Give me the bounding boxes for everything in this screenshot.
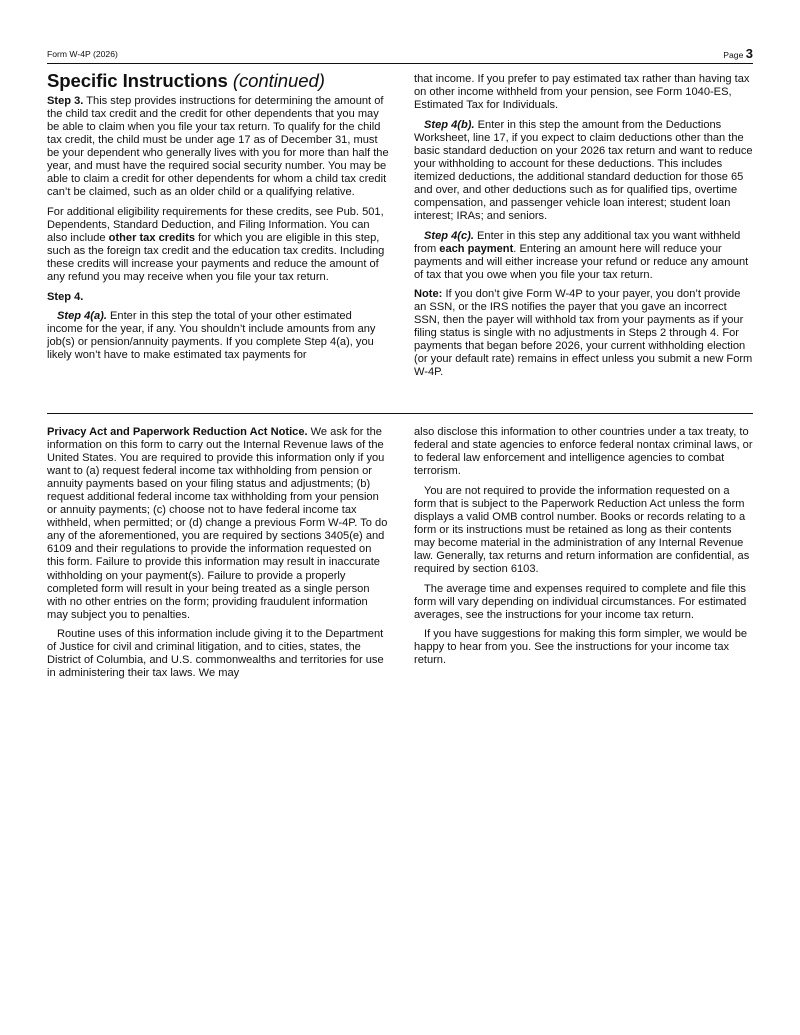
step4b-text: Enter in this step the amount from the Deductions Worksheet, line 17, if you expect to claim deductions other than the basic standard deduction on your 2026 tax return and want to reduce your withholding to account for these deductions. This includes itemized deductions, the additional standard deduction for those 65 and over, and other deductions such as for qualified tips, overtime compensation, and passenger vehicle loan interest; student loan interest; IRAs; and seniors.: [414, 118, 753, 222]
privacy-left-column: [47, 426, 389, 687]
eligibility-bold: other tax credits: [108, 231, 195, 244]
privacy-paragraph-5: If you have suggestions for making this form simpler, we would be happy to hear from you. See the instructions for your income tax return.: [414, 628, 748, 667]
page-label: Page: [723, 50, 744, 60]
eligibility-text-after: for which you are eligible in this step, such as the foreign tax credit and the education tax credits. Including these credits will increase your payments and reduce the amount of any refund you may receive when you file your tax return.: [47, 231, 385, 284]
step3-paragraph: [47, 95, 389, 199]
note-paragraph: [414, 288, 753, 379]
privacy-paragraph-1: [47, 426, 389, 622]
step4a-continued: that income. If you prefer to pay estimated tax rather than having tax on other income withheld from your pension, see Form 1040-ES, Estimated Tax for Individuals.: [414, 73, 750, 112]
page-number: 3: [745, 46, 753, 61]
privacy-p1-text: We ask for the information on this form to carry out the Internal Revenue laws of the United States. You are required to provide this information only if you want to (a) request federal income tax withholding from pension or annuity payments based on your filing status and adjustments; (b) request additional federal income tax withholding from your pension or annuity payments; (c) choose not to have federal income tax withheld, when permitted; or (d) change a previous Form W-4P. To do any of the aforementioned, you are required by sections 3405(e) and 6109 and their regulations to provide the information requested on this form. Failure to provide this information may result in inaccurate withholding on your payment(s). Failure to provide a properly completed form will result in your being treated as a single person with no other entries on the form; providing fraudulent information may subject you to penalties.: [47, 426, 388, 621]
instructions-left-column: [47, 70, 389, 369]
step4c-bold: each payment: [439, 242, 514, 255]
privacy-heading: Privacy Act and Paperwork Reduction Act Notice.: [47, 426, 308, 438]
step4c-text-after: . Entering an amount here will reduce your payments and will either increase your refund or reduce any amount of tax that you owe when you file your tax return.: [414, 242, 749, 281]
title-suffix: (continued): [232, 70, 325, 91]
step4b-paragraph: [414, 119, 753, 223]
eligibility-text-before: For additional eligibility requirements for these credits, see Pub. 501, Dependents, Standard Deduction, and Filing Information. You can also include: [47, 205, 384, 244]
page-number-label: [723, 46, 753, 61]
eligibility-paragraph: [47, 206, 389, 284]
privacy-paragraph-3: You are not required to provide the information requested on a form that is subject to the Paperwork Reduction Act unless the form displays a valid OMB control number. Books or records relating to a form or its instructions must be retained as long as their contents may become material in the administration of any Internal Revenue law. Generally, tax returns and return information are confidential, as required by section 6103.: [414, 484, 750, 575]
title-text: Specific Instructions: [47, 70, 228, 91]
step4a-text: Enter in this step the total of your other estimated income for the year, if any. You shouldn’t include amounts from any job(s) or pension/annuity payments. If you complete Step 4(a), you likely won’t have to make estimated tax payments for: [47, 310, 376, 362]
step4c-label: Step 4(c).: [424, 229, 474, 242]
step4c-text-before: Enter in this step any additional tax you want withheld from: [414, 229, 741, 255]
privacy-paragraph-2: Routine uses of this information include giving it to the Department of Justice for civil and criminal litigation, and to cities, states, the District of Columbia, and U.S. commonwealths and territories for use in administering their tax laws. We may: [47, 628, 384, 680]
form-identifier: Form W-4P (2026): [47, 49, 118, 59]
step4a-label: Step 4(a).: [57, 310, 107, 323]
privacy-right-column: [414, 426, 753, 674]
step4c-paragraph: [414, 230, 753, 282]
privacy-paragraph-4: The average time and expenses required to complete and file this form will vary depending on individual circumstances. For estimated averages, see the instructions for your income tax return.: [414, 582, 747, 621]
section-divider: [47, 413, 753, 414]
step4-heading: Step 4.: [47, 290, 84, 303]
instructions-right-column: [414, 73, 753, 386]
step3-text: This step provides instructions for determining the amount of the child tax credit and the credit for other dependents that you may be able to claim when you file your tax return. To qualify for the child tax credit, the child must be under age 17 as of December 31, must be your dependent who generally lives with you for more than half the year, and must have the required social security number. You may be able to claim a credit for other dependents for whom a child tax credit can’t be claimed, such as an older child or a qualifying relative.: [47, 95, 389, 199]
note-text: If you don’t give Form W-4P to your payer, you don’t provide an SSN, or the IRS notifies the payer that you gave an incorrect SSN, then the payer will withhold tax from your payments as if your filing status is single with no adjustments in Steps 2 through 4. For payments that began before 2026, your current withholding election (or your default rate) remains in effect unless you submit a new Form W-4P.: [414, 288, 753, 379]
privacy-paragraph-2-continued: also disclose this information to other countries under a tax treaty, to federal and state agencies to enforce federal nontax criminal laws, or to federal law enforcement and intelligence agencies to combat terrorism.: [414, 426, 753, 478]
section-title: [47, 70, 389, 92]
step4a-paragraph: [47, 310, 389, 362]
step3-label: Step 3.: [47, 95, 84, 107]
step4b-label: Step 4(b).: [424, 118, 475, 131]
page-header: [47, 46, 753, 64]
note-label: Note:: [414, 288, 443, 301]
